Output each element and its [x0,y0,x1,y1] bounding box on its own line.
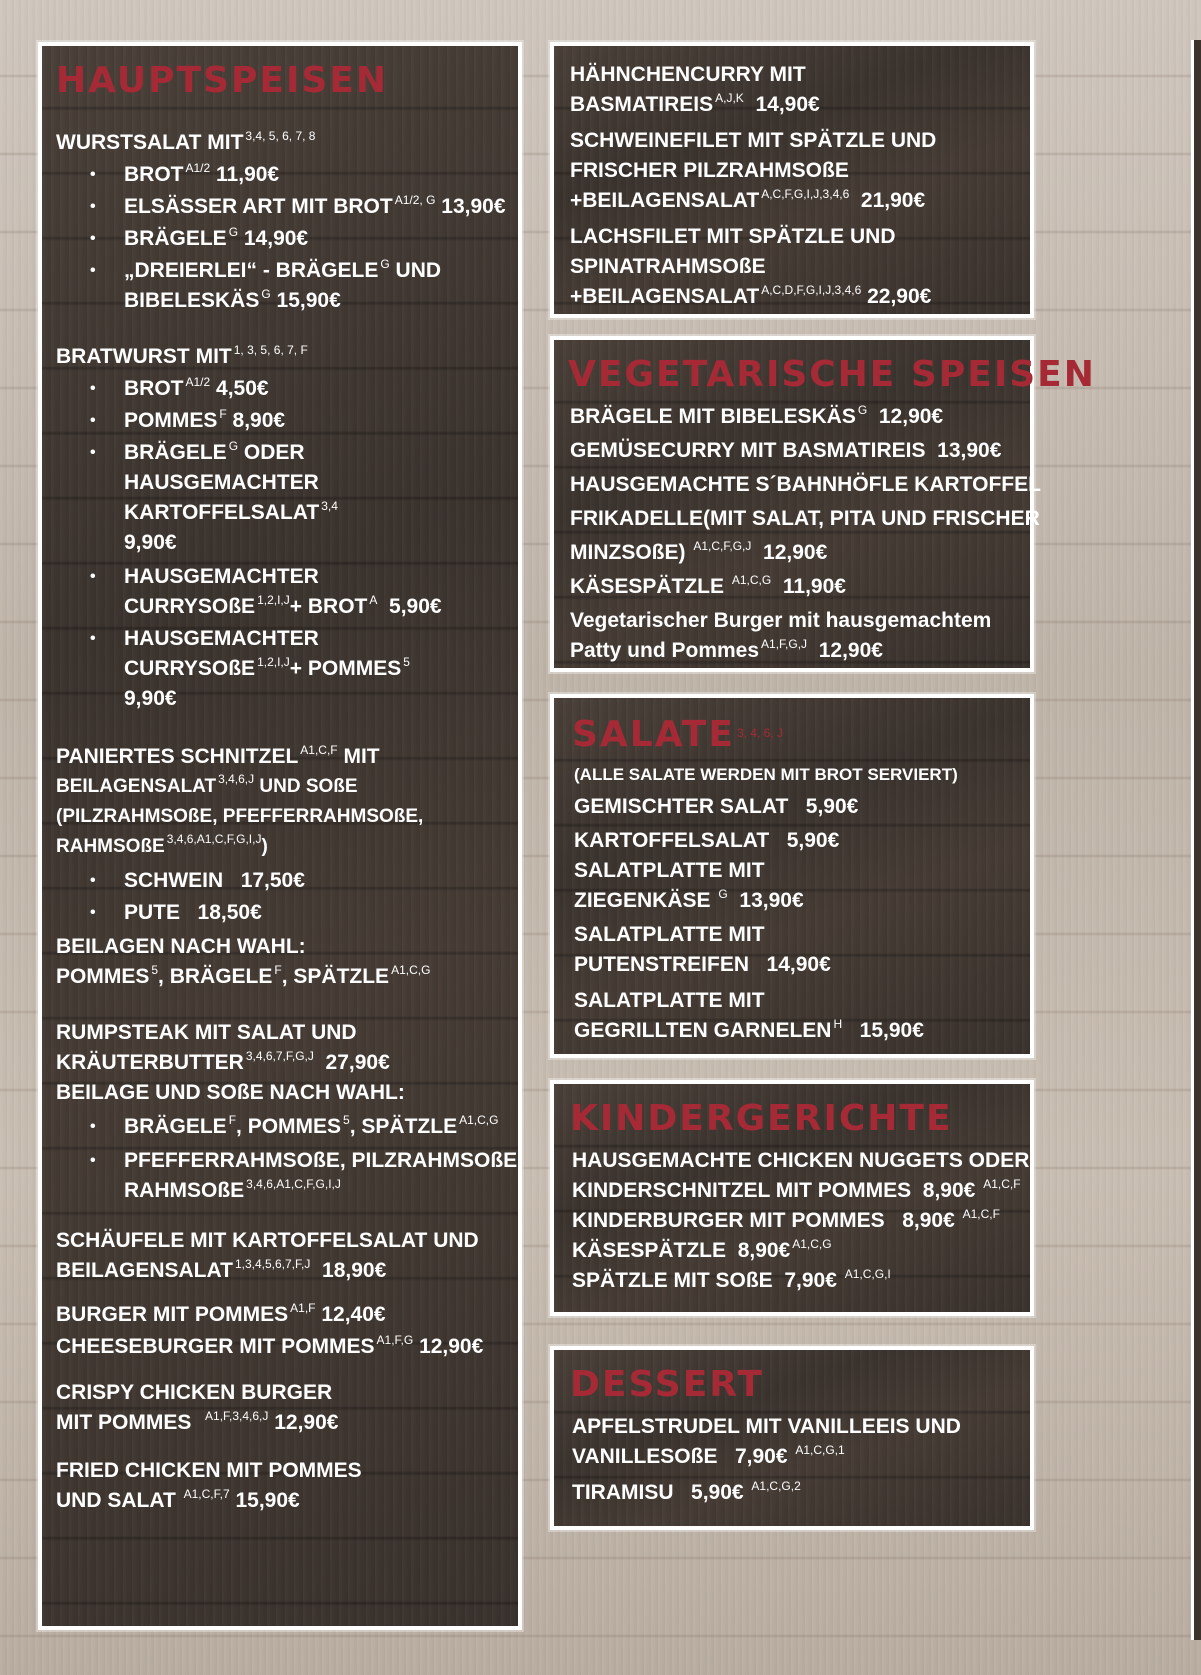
menu-item-continuation: CURRYSOßE $^{1,2,I,J}$+ BROT $^A$ 5,90€ [124,593,442,618]
beilagen-line: POMMES $^5$, BRÄGELE $^F$, SPÄTZLE $^{A1,C,G}$ [56,963,431,988]
panel-hauptspeisen [38,42,522,1630]
salate-note: (ALLE SALATE WERDEN MIT BROT SERVIERT) [574,765,958,784]
crispy-line: MIT POMMES $^{A1,F,3,4,6,J}$ 12,90€ [56,1409,339,1434]
menu-item-continuation: BIBELESKÄS $^G$ 15,90€ [124,287,341,312]
fried-title: FRIED CHICKEN MIT POMMES [56,1459,362,1482]
dessert-line: APFELSTRUDEL MIT VANILLEEIS UND [572,1415,961,1438]
kinder-line: HAUSGEMACHTE CHICKEN NUGGETS ODER [572,1149,1030,1172]
rumpsteak-line: BEILAGE UND SOßE NACH WAHL: [56,1081,405,1104]
veg-line: Patty und Pommes $^{A1,F,G,J}$ 12,90€ [570,637,883,662]
rumpsteak-title: RUMPSTEAK MIT SALAT UND [56,1021,357,1044]
heading-salate-sup: 3, 4, 6, J [736,726,783,740]
kinder-line: KÄSESPÄTZLE 8,90€ $^{A1,C,G}$ [572,1237,832,1262]
heading-vegetarisch: VEGETARISCHE SPEISEN [568,354,1096,395]
schweinefilet-line: FRISCHER PILZRAHMSOßE [570,159,849,182]
section-schaeufele [56,1226,526,1286]
salat-line: GEGRILLTEN GARNELEN $^H$ 15,90€ [574,1017,924,1042]
heading-kinder: KINDERGERICHTE [570,1098,953,1139]
menu-item: • ELSÄSSER ART MIT BROT $^{A1/2, G}$ 13,90€ [56,192,526,222]
panel-kinder [550,1080,1034,1316]
cheeseburger-line: CHEESEBURGER MIT POMMES $^{A1,F,G}$ 12,90€ [56,1333,484,1358]
menu-item-continuation: HAUSGEMACHTER [124,471,319,494]
lachsfilet-line: SPINATRAHMSOßE [570,255,766,278]
fried-line: UND SALAT $^{A1,C,F,7}$ 15,90€ [56,1487,300,1512]
veg-line: HAUSGEMACHTE S´BAHNHÖFLE KARTOFFEL [570,473,1041,496]
menu-item: • BRÄGELE $^G$ 14,90€ [56,224,526,254]
crispy-title: CRISPY CHICKEN BURGER [56,1381,333,1404]
lachsfilet-line: +BEILAGENSALAT $^{A,C,D,F,G,I,J,3,4,6}$ 22,90€ [570,283,932,308]
section-fried [56,1456,526,1516]
menu-item: • BROT $^{A1/2}$ 11,90€ [56,160,526,190]
panel-dessert [550,1346,1034,1530]
salat-line: PUTENSTREIFEN 14,90€ [574,953,831,976]
veg-line: BRÄGELE MIT BIBELESKÄS $^G$ 12,90€ [570,403,944,428]
dessert-line: TIRAMISU 5,90€ $^{A1,C,G,2}$ [572,1479,801,1504]
salat-line: SALATPLATTE MIT [574,923,765,946]
beilagen-title: BEILAGEN NACH WAHL: [56,935,306,958]
veg-line: Vegetarischer Burger mit hausgemachtem [570,609,992,632]
schnitzel-line: BEILAGENSALAT $^{3,4,6,J}$ UND SOßE [56,772,358,797]
menu-item-continuation: CURRYSOßE $^{1,2,I,J}$+ POMMES $^5$ [124,655,410,680]
heading-salate: SALATE [572,714,735,755]
menu-item: • BROT $^{A1/2}$ 4,50€ [56,374,526,404]
schnitzel-line: RAHMSOßE $^{3,4,6,A1,C,F,G,I,J}$) [56,832,268,857]
salat-line: SALATPLATTE MIT [574,989,765,1012]
menu-item-price: 9,90€ [124,531,177,554]
wurstsalat-title: WURSTSALAT MIT $^{3,4, 5, 6, 7, 8}$ [56,129,316,154]
veg-line: MINZSOßE) $^{A1,C,F,G,J}$ 12,90€ [570,539,828,564]
lachsfilet-title: LACHSFILET MIT SPÄTZLE UND [570,225,896,248]
menu-item: • „DREIERLEI“ - BRÄGELE $^G$ UND [56,256,526,286]
menu-item: • PUTE 18,50€ [56,898,526,928]
curry-title: HÄHNCHENCURRY MIT [570,63,806,86]
salat-line: GEMISCHTER SALAT 5,90€ [574,795,859,818]
heading-dessert: DESSERT [570,1364,764,1405]
menu-item: • SCHWEIN 17,50€ [56,866,526,896]
schweinefilet-title: SCHWEINEFILET MIT SPÄTZLE UND [570,129,937,152]
schaeufele-title: SCHÄUFELE MIT KARTOFFELSALAT UND [56,1229,479,1252]
kinder-line: SPÄTZLE MIT SOßE 7,90€ $^{A1,C,G,I}$ [572,1267,891,1292]
schaeufele-line: BEILAGENSALAT $^{1,3,4,5,6,7,F,J}$ 18,90€ [56,1257,387,1282]
menu-item: • BRÄGELE $^G$ ODER [56,438,526,468]
panel-top-dishes [550,42,1034,318]
section-crispy [56,1378,526,1438]
menu-item: • POMMES $^F$ 8,90€ [56,406,526,436]
salat-line: SALATPLATTE MIT [574,859,765,882]
veg-line: GEMÜSECURRY MIT BASMATIREIS 13,90€ [570,439,1002,462]
menu-item: • PFEFFERRAHMSOßE, PILZRAHMSOßE, [56,1146,526,1176]
menu-item-continuation: RAHMSOßE $^{3,4,6,A1,C,F,G,I,J}$ [124,1177,341,1202]
kinder-line: KINDERSCHNITZEL MIT POMMES 8,90€ $^{A1,C,F}$ [572,1177,1021,1202]
dessert-line: VANILLESOßE 7,90€ $^{A1,C,G,1}$ [572,1443,845,1468]
salat-line: KARTOFFELSALAT 5,90€ [574,829,840,852]
menu-item-continuation: KARTOFFELSALAT $^{3,4}$ [124,499,338,524]
schnitzel-line: (PILZRAHMSOßE, PFEFFERRAHMSOßE, [56,806,424,827]
menu-item: • HAUSGEMACHTER [56,562,526,592]
burger-line: BURGER MIT POMMES $^{A1,F}$ 12,40€ [56,1301,386,1326]
veg-line: KÄSESPÄTZLE $^{A1,C,G}$ 11,90€ [570,573,846,598]
menu-item: • BRÄGELE $^F$, POMMES $^5$, SPÄTZLE $^{A1,C,G}$ [56,1112,526,1142]
section-schnitzel [56,742,526,992]
kinder-line: KINDERBURGER MIT POMMES 8,90€ $^{A1,C,F}$ [572,1207,1000,1232]
right-edge-decoration [1191,40,1201,1640]
section-bratwurst [56,342,526,714]
menu-item-price: 9,90€ [124,687,177,710]
schnitzel-title: PANIERTES SCHNITZEL $^{A1,C,F}$ MIT [56,743,380,768]
menu-item: • HAUSGEMACHTER [56,624,526,654]
panel-vegetarisch [550,336,1096,672]
section-burger [56,1300,526,1362]
heading-hauptspeisen: HAUPTSPEISEN [56,60,389,101]
bratwurst-title: BRATWURST MIT $^{1, 3, 5, 6, 7, F}$ [56,343,308,368]
rumpsteak-line: KRÄUTERBUTTER $^{3,4,6,7,F,G,J}$ 27,90€ [56,1049,390,1074]
section-wurstsalat [56,128,526,316]
salat-line: ZIEGENKÄSE $^G$ 13,90€ [574,887,804,912]
veg-line: FRIKADELLE(MIT SALAT, PITA UND FRISCHER [570,507,1040,530]
schweinefilet-line: +BEILAGENSALAT $^{A,C,F,G,I,J,3,4,6}$ 21,90€ [570,187,926,212]
panel-salate [550,694,1034,1058]
heading-salate-wrap [572,714,783,755]
curry-line: BASMATIREIS $^{A,J,K}$ 14,90€ [570,91,820,116]
section-rumpsteak [56,1018,526,1206]
